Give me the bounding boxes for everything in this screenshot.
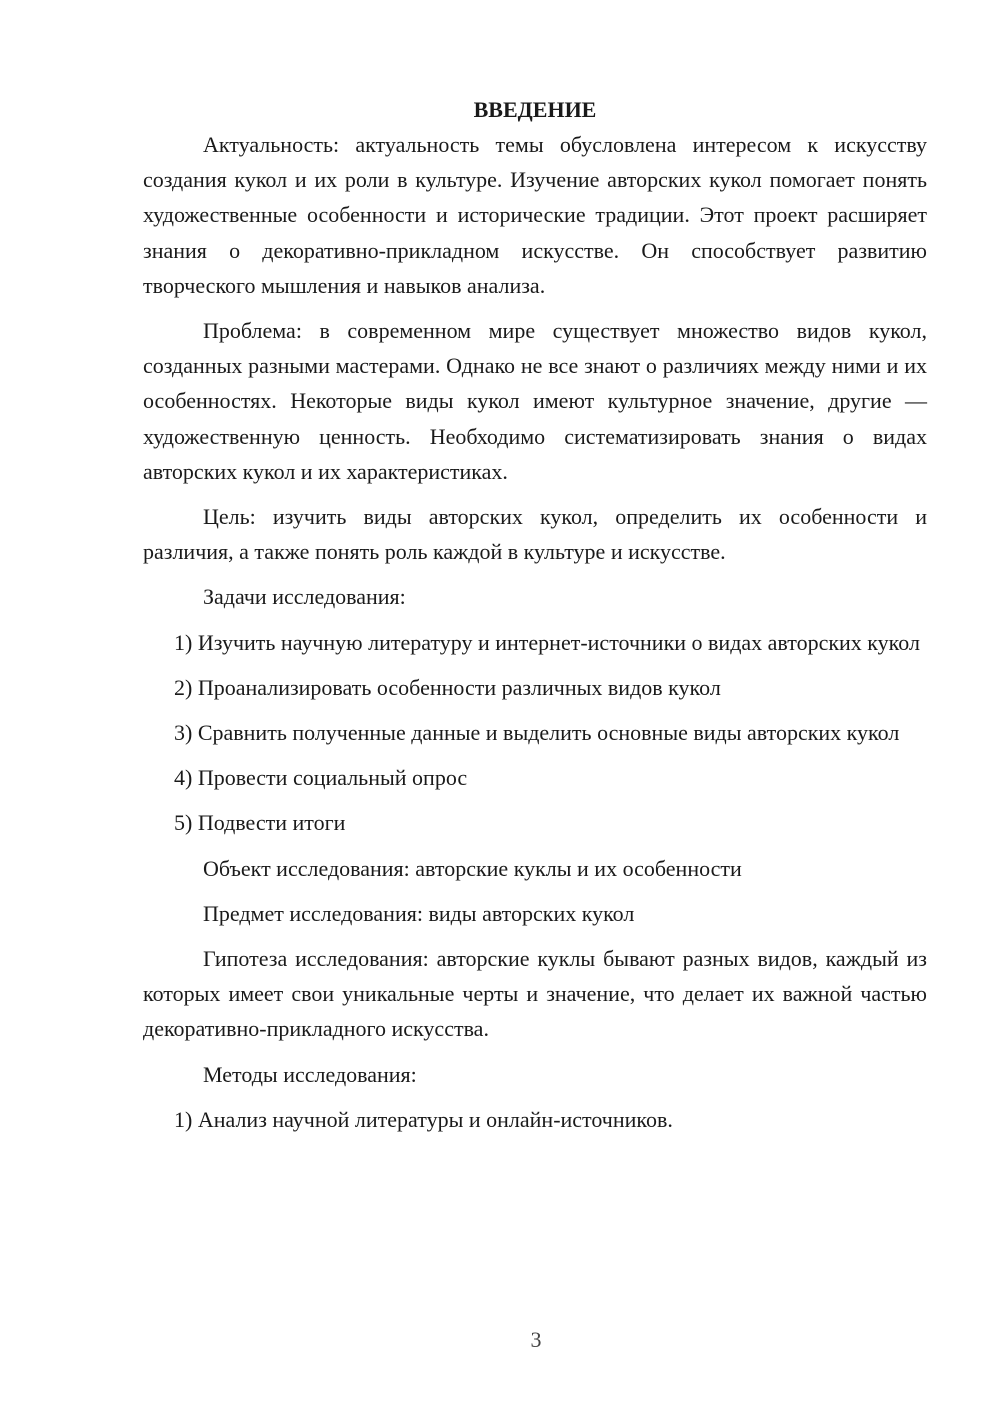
- page-title: ВВЕДЕНИЕ: [473, 97, 597, 122]
- list-item: 4) Провести социальный опрос: [174, 765, 468, 791]
- problem-paragraph: Проблема: в современном мире существует множество видов кукол, созданных разными мастерами. Однако не все знают о различиях между ними и их особенностях. Некоторые виды кукол имеют культурное значение, другие — художественную ценность. Необходимо систематизировать знания о видах авторских кукол и их характеристиках.: [143, 318, 927, 484]
- list-item: 1) Изучить научную литературу и интернет-источники о видах авторских кукол: [174, 629, 920, 655]
- methods-list: [143, 1102, 927, 1137]
- tasks-heading: Задачи исследования:: [203, 584, 406, 610]
- tasks-list: [143, 625, 927, 841]
- methods-heading: Методы исследования:: [203, 1061, 417, 1087]
- page-number: 3: [530, 1327, 542, 1352]
- goal-paragraph: Цель: изучить виды авторских кукол, определить их особенности и различия, а также понять роль каждой в культуре и искусстве.: [143, 504, 927, 565]
- hypothesis-paragraph: Гипотеза исследования: авторские куклы бывают разных видов, каждый из которых имеет свои уникальные черты и значение, что делает их важной частью декоративно-прикладного искусства.: [143, 946, 927, 1042]
- object-paragraph: Объект исследования: авторские куклы и их особенности: [203, 855, 742, 881]
- subject-paragraph: Предмет исследования: виды авторских кукол: [203, 900, 635, 926]
- list-item: 2) Проанализировать особенности различных видов кукол: [174, 674, 721, 700]
- list-item: 3) Сравнить полученные данные и выделить основные виды авторских кукол: [174, 720, 900, 746]
- list-item: 5) Подвести итоги: [174, 810, 346, 836]
- page-content: [143, 92, 927, 1147]
- relevance-paragraph: Актуальность: актуальность темы обусловлена интересом к искусству создания кукол и их роли в культуре. Изучение авторских кукол помогает понять художественные особенности и исторические традиции. Этот проект расширяет знания о декоративно-прикладном искусстве. Он способствует развитию творческого мышления и навыков анализа.: [143, 132, 927, 298]
- list-item: 1) Анализ научной литературы и онлайн-источников.: [174, 1106, 673, 1132]
